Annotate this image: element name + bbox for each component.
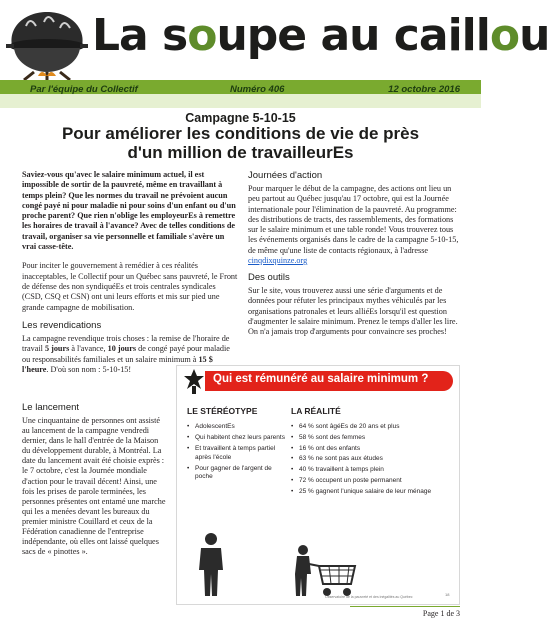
list-item: • 40 % travaillent à temps plein [291,466,455,474]
infographic-question: Qui est rémunéré au salaire minimum ? [213,373,429,385]
list-item: • 25 % gagnent l'unique salaire de leur ménage [291,488,455,496]
issue-number: Numéro 406 [230,84,285,95]
stereotype-list [187,423,287,484]
minimum-wage-infographic [176,365,460,605]
list-item: • Qui habitent chez leurs parents [187,434,287,442]
emphasis-15-dollars: 15 $ l'heure [22,354,213,374]
section-heading-revendications: Les revendications [22,320,102,331]
journees-paragraph [248,184,460,266]
outils-paragraph: Sur le site, vous trouverez aussi une série d'arguments et de données pour réfuter les principaux mythes véhiculés par les organisations patronales et leurs alliéEs lorsqu'il est question d'augmenter le salaire minimum. Prenez le temps d'aller les lire. On n'a jamais trop d'arguments pour convaincre ses proches! [248,286,458,337]
section-heading-journees: Journées d'action [248,170,323,181]
list-item: • AdolescentEs [187,423,287,431]
list-item: • 72 % occupent un poste permanent [291,477,455,485]
byline-author: Par l'équipe du Collectif [30,84,138,95]
infographic-number: 18 [445,592,450,597]
section-heading-outils: Des outils [248,272,290,283]
list-item: • Pour gagner de l'argent de poche [187,465,287,481]
lancement-paragraph: Une cinquantaine de personnes ont assisté au lancement de la campagne vendredi dernier, dans le hall d'entrée de la Maison du développement durable, à Montréal. La date du lancement avait été choisie exprès : le 7 octobre, c'est la Journée mondiale d'action pour le travail décent! Ainsi, une fois les prises de parole terminées, les personnes présentes ont entamé une marche qui les a menées devant les bureaux du premier ministre Couillard et ceux de la Fédération canadienne de l'entreprise indépendante, où elles ont laissé quelques sacs de « pinottes ». [22,416,166,557]
soup-pot-logo [4,6,90,80]
list-item: • 63 % ne sont pas aux études [291,455,455,463]
article-headline [20,124,461,162]
article-kicker: Campagne 5-10-15 [185,111,296,125]
campaign-logo-icon [183,368,205,394]
stereotype-heading: LE STÉRÉOTYPE [187,406,258,416]
text-run: Pour marquer le début de la campagne, des actions ont lieu un peu partout au Québec jusqu'au 17 octobre, qui est la Journée internationale pour l'élimination de la pauvreté. Au programme: des distributions de tracts, des rassemblements, des formations sur le salaire minimum et une table ronde! Vous trouverez tous les événements organisés dans le cadre de la campagne 5-10-15, de même qu'une liste de contacts régionaux, à l'adresse [248,184,459,255]
teen-silhouette-icon [191,532,231,598]
masthead-title-part: u [519,10,549,61]
list-item: • 58 % sont des femmes [291,434,455,442]
text-run: . D'où son nom : 5-10-15! [46,364,132,374]
footer-rule [350,606,460,607]
article-intro [22,170,238,313]
text-run: à l'avance, [69,344,108,354]
masthead-title-ring: o [187,10,217,61]
worker-with-cart-icon [293,544,357,598]
page-number: Page 1 de 3 [422,609,460,618]
list-item: • 64 % sont âgéEs de 20 ans et plus [291,423,455,431]
issue-date: 12 octobre 2016 [388,84,460,95]
section-heading-lancement: Le lancement [22,402,80,413]
campaign-link[interactable]: cinqdixquinze.org [248,256,308,266]
byline-bar [30,84,460,98]
list-item: • 16 % ont des enfants [291,445,455,453]
masthead-title-part: upe au caill [216,10,490,61]
masthead-title [92,10,549,70]
emphasis-10-jours: 10 jours [107,344,137,354]
masthead-title-part: La s [92,10,188,61]
reality-list [291,423,455,499]
list-item: • Et travaillent à temps partiel après l'école [187,445,287,461]
lead-paragraph: Saviez-vous qu'avec le salaire minimum actuel, il est impossible de sortir de la pauvreté, même en travaillant à temps plein? Que les normes du travail ne prévoient aucun congé payé ni pour maladie ni pour soins d'un enfant ou d'un proche parent? Que rien n'oblige les employeurEs à remettre les horaires de travail à l'avance? Avec de telles conditions de travail, organiser sa vie personnelle et familiale s'avère un vrai casse-tête. [22,170,236,252]
body-paragraph: Pour inciter le gouvernement à remédier à ces réalités inacceptables, le Collectif pour un Québec sans pauvreté, le Front de défense des non syndiquéEs et trois centrales syndicales (CSD, CSQ et CSN) ont uni leurs efforts et mis sur pied une grande campagne de mobilisation. [22,261,238,312]
reality-heading: LA RÉALITÉ [291,406,341,416]
text-run: La campagne revendique trois choses : la remise de l'horaire de travail [22,334,230,354]
text-run: de congé payé pour maladie ou responsabilités familiales et un salaire minimum à [22,344,230,364]
headline-line: Pour améliorer les conditions de vie de près [61,124,420,143]
infographic-source: Observatoire de la pauvreté et des inégalités au Québec [325,595,413,599]
masthead-title-ring: o [489,10,520,61]
headline-line: d'un million de travailleurEs [127,143,354,162]
emphasis-5-jours: 5 jours [44,344,70,354]
